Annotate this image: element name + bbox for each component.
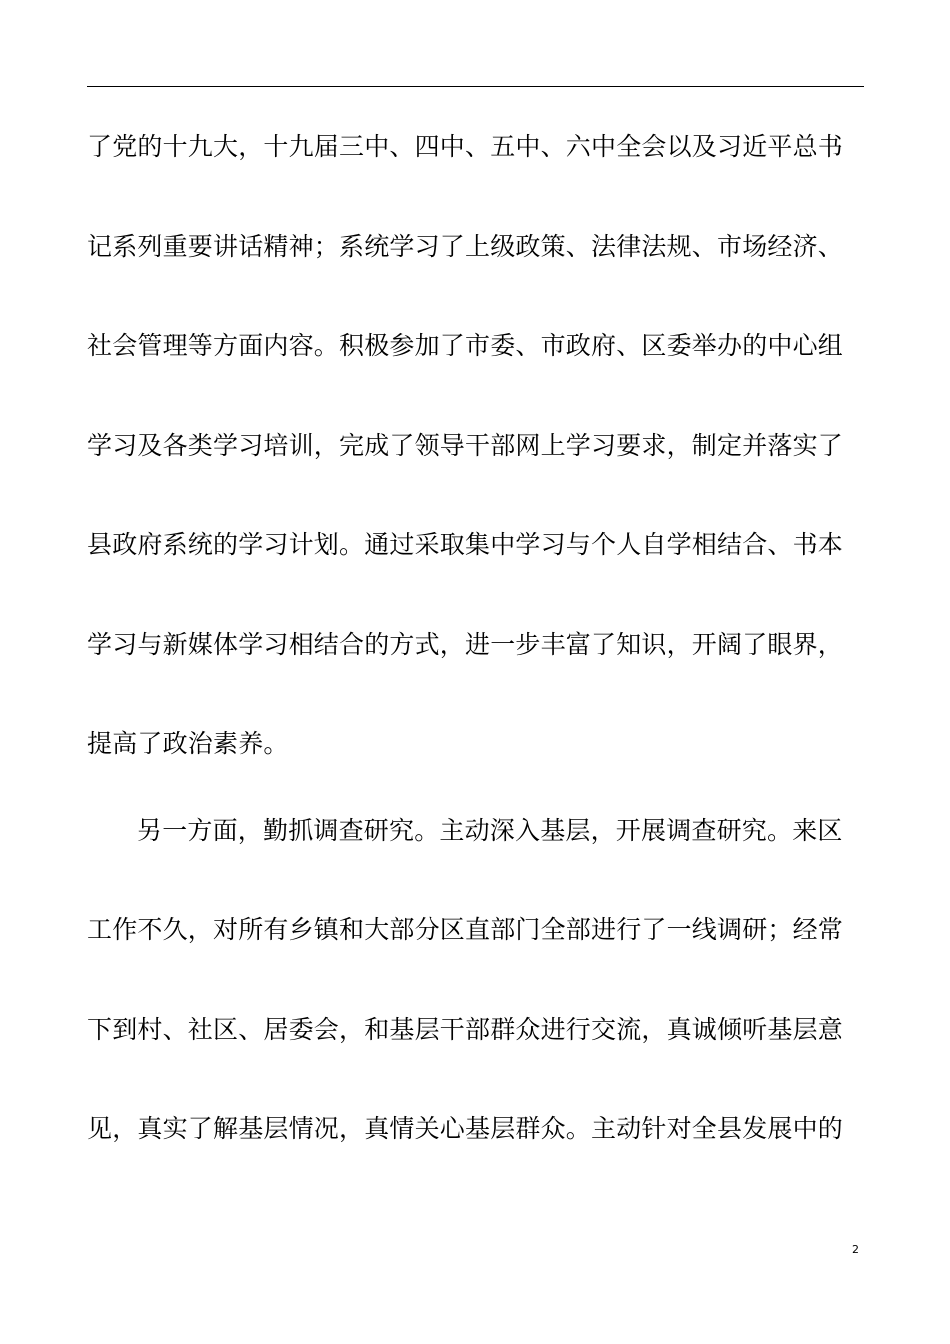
body-line: 学习及各类学习培训，完成了领导干部网上学习要求，制定并落实了 <box>87 431 844 460</box>
body-line: 工作不久，对所有乡镇和大部分区直部门全部进行了一线调研；经常 <box>87 915 844 944</box>
body-line: 社会管理等方面内容。积极参加了市委、市政府、区委举办的中心组 <box>87 331 844 360</box>
header-rule <box>87 86 864 87</box>
body-line: 下到村、社区、居委会，和基层干部群众进行交流，真诚倾听基层意 <box>87 1015 844 1044</box>
page-number: 2 <box>852 1243 859 1256</box>
paragraph-first-line: 另一方面，勤抓调查研究。主动深入基层，开展调查研究。来区 <box>137 816 843 845</box>
body-line: 提高了政治素养。 <box>87 729 289 758</box>
body-line: 记系列重要讲话精神；系统学习了上级政策、法律法规、市场经济、 <box>87 232 844 261</box>
body-line: 见，真实了解基层情况，真情关心基层群众。主动针对全县发展中的 <box>87 1114 844 1143</box>
body-line: 了党的十九大，十九届三中、四中、五中、六中全会以及习近平总书 <box>87 132 844 161</box>
body-line: 县政府系统的学习计划。通过采取集中学习与个人自学相结合、书本 <box>87 530 844 559</box>
body-line: 学习与新媒体学习相结合的方式，进一步丰富了知识，开阔了眼界， <box>87 630 844 659</box>
